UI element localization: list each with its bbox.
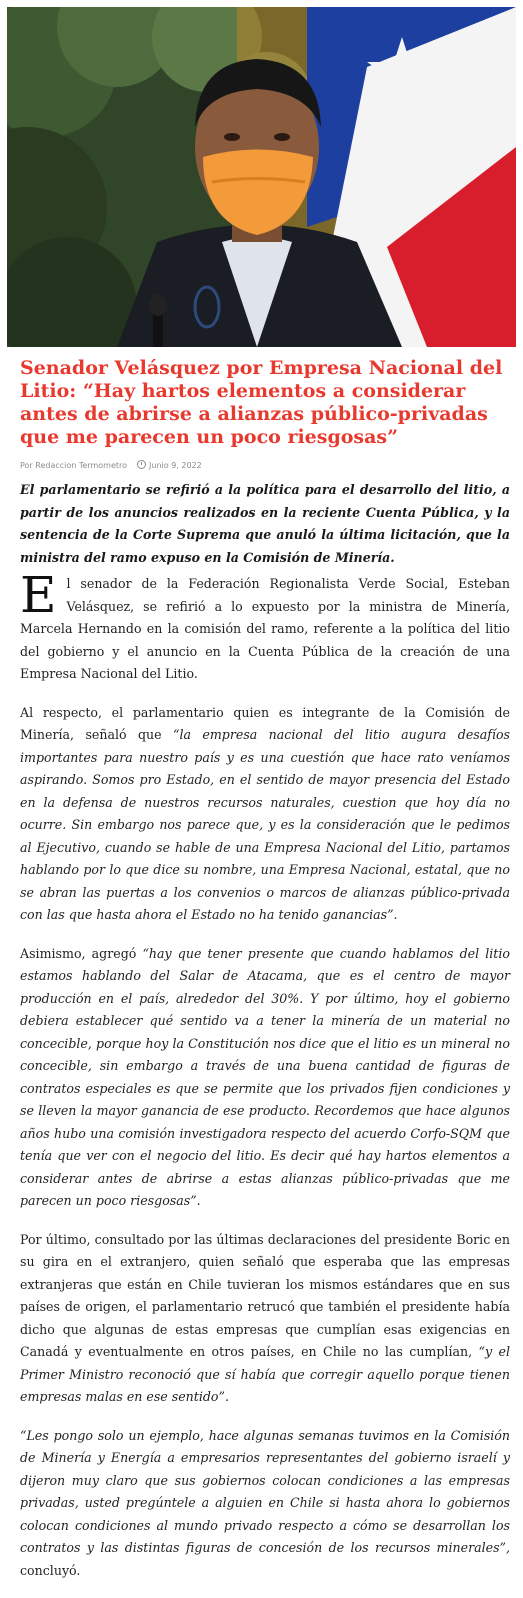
paragraph-2-intro: Al respecto, el parlamentario quien es integrante de la Comisión de Minería, señaló que (20, 704, 510, 742)
paragraph-5-quote: “Les pongo solo un ejemplo, hace algunas semanas tuvimos en la Comisión de Minería y Energía a empresarios representantes del gobierno israelí y dijeron muy claro que sus gobiernos colocan condiciones a las empresas privadas, usted pregúntele a alguien en Chile si hasta ahora lo gobiernos colocan condiciones al mundo privado respecto a cómo se desarrollan los contratos y las distintas figuras de concesión de los recursos minerales”, (20, 1427, 510, 1555)
paragraph-3 (20, 943, 510, 1213)
paragraph-3-intro: Asimismo, agregó (20, 945, 143, 961)
article-meta (20, 460, 510, 470)
article-body (20, 566, 511, 1598)
paragraph-2 (20, 702, 510, 927)
paragraph-5 (20, 1425, 510, 1583)
clock-icon (137, 460, 146, 469)
drop-cap: E (20, 566, 57, 624)
byline[interactable]: Por Redaccion Termometro (20, 461, 128, 470)
paragraph-5-outro: concluyó. (20, 1562, 81, 1578)
paragraph-4-quote: “y el Primer Ministro reconoció que sí había que corregir aquello porque tienen empresas malas en ese sentido”. (20, 1344, 511, 1404)
paragraph-4-intro: Por último, consultado por las últimas declaraciones del presidente Boric en su gira en el extranjero, quien señaló que esperaba que las empresas extranjeras que están en Chile tuvieran los mismos estándares que en sus países de origen, el parlamentario retrucó que también el presidente había dicho que algunas de estas empresas que cumplían esas exigencias en Canadá y eventualmente en otros países, en Chile no las cumplían, (20, 1231, 510, 1359)
paragraph-3-quote: “hay que tener presente que cuando hablamos del litio estamos hablando del Salar de Atacama, que es el centro de mayor producción en el país, alrededor del 30%. Y por último, hoy el gobierno debiera establecer qué sentido va a tener la minería de un material no concecible, porque hoy la Constitución nos dice que el litio es un mineral no concecible, sin embargo a través de una buena cantidad de figuras de contratos especiales es que se permite que los privados fijen condiciones y se lleven la mayor ganancia de ese producto. Recordemos que hace algunos años hubo una comisión investigadora respecto del acuerdo Corfo-SQM que tenía que ver con el negocio del litio. Es decir qué hay hartos elementos a considerar antes de abrirse a estas alianzas público-privadas que me parecen un poco riesgosas”. (20, 945, 510, 1208)
paragraph-4 (20, 1229, 510, 1409)
article-title: Senador Velásquez por Empresa Nacional del Litio: “Hay hartos elementos a considerar antes de abrirse a alianzas público-privadas que me parecen un poco riesgosas” (20, 357, 503, 448)
publish-date: Junio 9, 2022 (149, 461, 202, 470)
paragraph-1 (20, 566, 510, 686)
article-lead: El parlamentario se refirió a la política para el desarrollo del litio, a partir de los anuncios realizados en la reciente Cuenta Pública, y la sentencia de la Corte Suprema que anuló la última licitación, que la ministra del ramo expuso en la Comisión de Minería. (20, 482, 510, 565)
paragraph-2-quote: “la empresa nacional del litio augura desafíos importantes para nuestro país y es una cuestión que hace rato veníamos aspirando. Somos pro Estado, en el sentido de mayor presencia del Estado en la defensa de nuestros recursos naturales, cuestion que hoy día no ocurre. Sin embargo nos parece que, y es la consideración que le pedimos al Ejecutivo, cuando se hable de una Empresa Nacional del Litio, partamos hablando por lo que dice su nombre, una Empresa Nacional, estatal, que no se abran las puertas a los convenios o marcos de alianzas público-privada con las que hasta ahora el Estado no ha tenido ganancias”. (20, 727, 511, 922)
hero-photo (7, 7, 516, 347)
paragraph-1-text: l senador de la Federación Regionalista Verde Social, Esteban Velásquez, se refirió a lo expuesto por la ministra de Minería, Marcela Hernando en la comisión del ramo, referente a la política del litio del gobierno y el anuncio en la Cuenta Pública de la creación de una Empresa Nacional del Litio. (20, 576, 510, 681)
